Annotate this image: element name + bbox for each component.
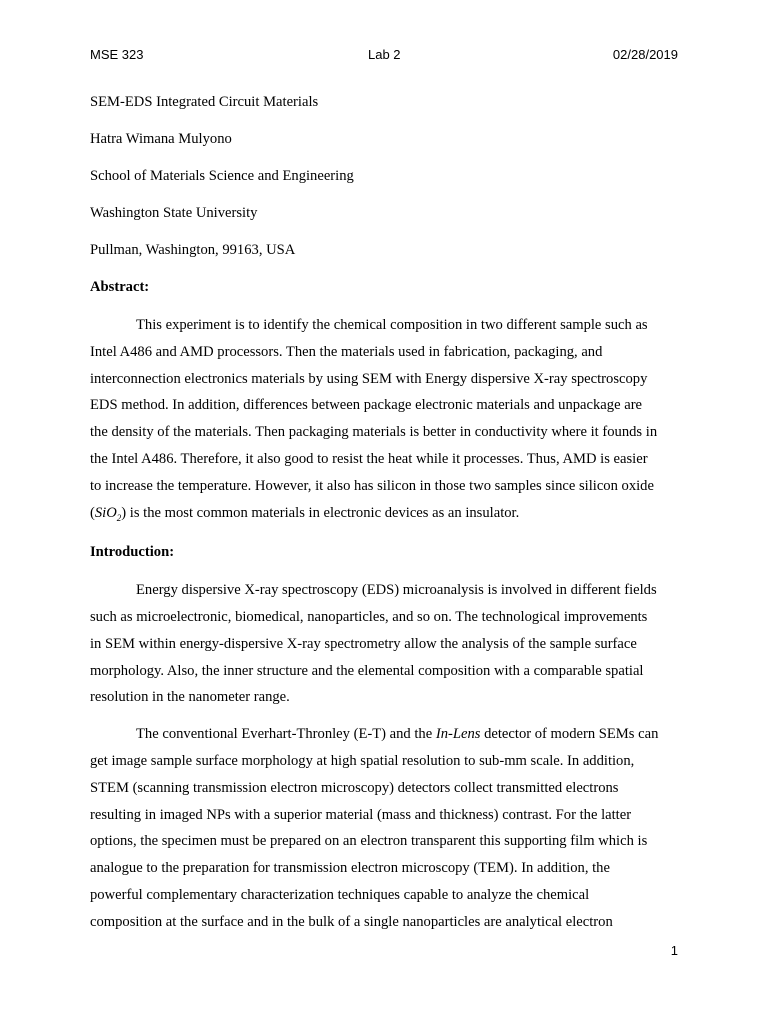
page-header (90, 47, 678, 65)
intro-line: analogue to the preparation for transmission electron microscopy (TEM). In addition, the (90, 860, 610, 877)
author-name: Hatra Wimana Mulyono (90, 131, 232, 147)
document-body (90, 91, 680, 946)
abstract-heading: Abstract: (90, 279, 150, 295)
chemical-formula (95, 505, 121, 521)
abstract-paragraph (90, 312, 680, 531)
document-title: SEM-EDS Integrated Circuit Materials (90, 94, 319, 110)
paren-open: ( (90, 504, 95, 521)
intro-line: resolution in the nanometer range. (90, 689, 290, 706)
header-course: MSE 323 (90, 47, 144, 62)
intro-paragraph-1 (90, 577, 680, 711)
abstract-line: the Intel A486. Therefore, it also good to resist the heat while it processes. Thus, AMD is easier (90, 450, 648, 467)
formula-subscript: 2 (116, 512, 122, 523)
intro-line: resulting in imaged NPs with a superior material (mass and thickness) contrast. For the latter (90, 806, 632, 823)
intro-line: in SEM within energy-dispersive X-ray spectrometry allow the analysis of the sample surface (90, 635, 637, 652)
university-name: Washington State University (90, 205, 258, 221)
intro-text: The conventional Everhart-Thronley (E-T) and the (136, 726, 436, 743)
school-name: School of Materials Science and Engineering (90, 168, 354, 184)
intro-line: options, the specimen must be prepared on an electron transparent this supporting film which is (90, 833, 648, 850)
intro-line: powerful complementary characterization techniques capable to analyze the chemical (90, 887, 590, 904)
abstract-line: EDS method. In addition, differences between package electronic materials and unpackage are (90, 397, 643, 414)
intro-line: get image sample surface morphology at high spatial resolution to sub-mm scale. In addition, (90, 753, 635, 770)
intro-paragraph-2 (90, 721, 680, 935)
intro-line: morphology. Also, the inner structure and the elemental composition with a comparable spatial (90, 662, 644, 679)
abstract-line (90, 500, 680, 532)
intro-line (90, 721, 680, 748)
introduction-heading: Introduction: (90, 544, 175, 561)
header-lab: Lab 2 (368, 47, 401, 62)
intro-line: Energy dispersive X-ray spectroscopy (EDS) microanalysis is involved in different fields (136, 582, 657, 599)
formula-element: SiO (94, 504, 117, 521)
header-date: 02/28/2019 (612, 47, 678, 62)
intro-line: composition at the surface and in the bulk of a single nanoparticles are analytical electron (90, 913, 613, 930)
abstract-last-text: ) is the most common materials in electronic devices as an insulator. (121, 504, 520, 521)
intro-line: such as microelectronic, biomedical, nanoparticles, and so on. The technological improvements (90, 609, 648, 626)
abstract-line: interconnection electronics materials by using SEM with Energy dispersive X-ray spectroscopy (90, 370, 648, 387)
abstract-line: the density of the materials. Then packaging materials is better in conductivity where it founds in (90, 424, 658, 441)
abstract-line: Intel A486 and AMD processors. Then the materials used in fabrication, packaging, and (90, 343, 603, 360)
address: Pullman, Washington, 99163, USA (90, 242, 296, 258)
intro-line: STEM (scanning transmission electron microscopy) detectors collect transmitted electrons (90, 779, 619, 796)
intro-text: detector of modern SEMs can (480, 726, 659, 743)
page-number: 1 (670, 943, 678, 958)
in-lens-term: In-Lens (435, 726, 481, 743)
abstract-line: This experiment is to identify the chemical composition in two different sample such as (136, 317, 648, 333)
abstract-line: to increase the temperature. However, it also has silicon in those two samples since silicon oxide (90, 477, 654, 494)
